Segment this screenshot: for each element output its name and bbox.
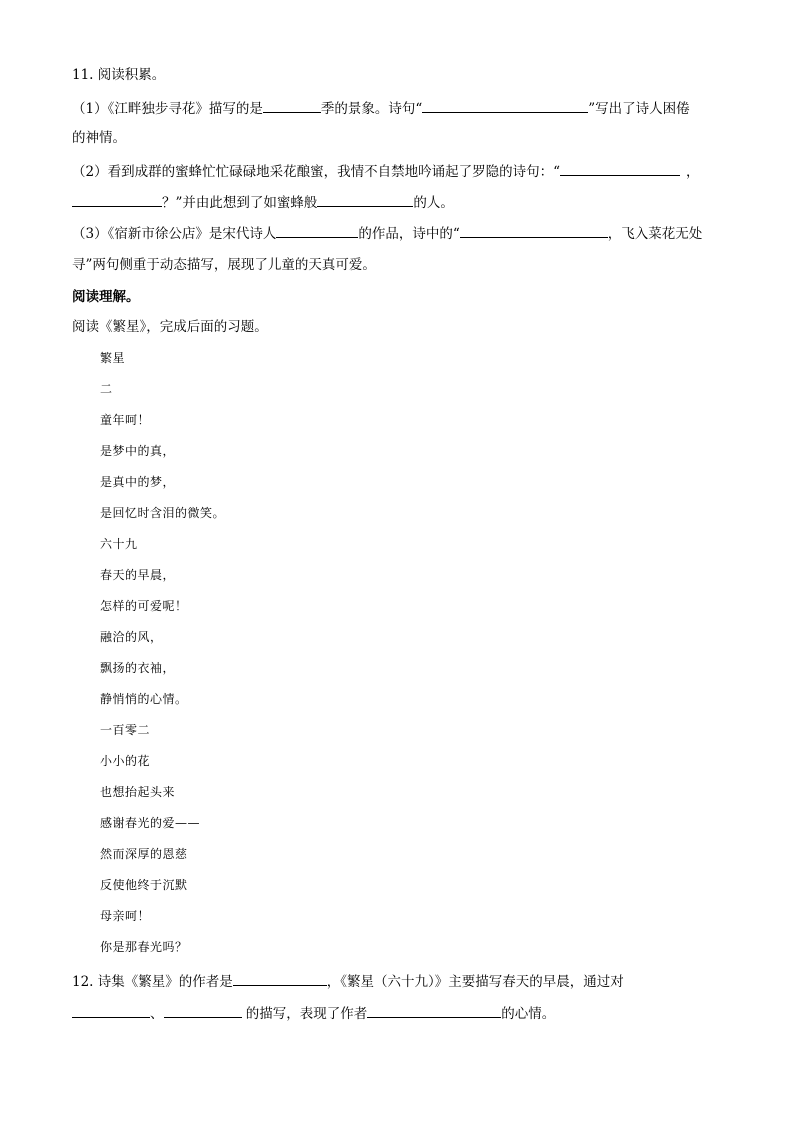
poem-line: 反使他终于沉默 — [100, 878, 188, 892]
answer-blank-bee-like-people[interactable] — [317, 193, 413, 207]
poem-line: 感谢春光的爱—— — [100, 816, 201, 830]
q11-p3-text-c: ，飞入菜花无处 — [607, 226, 703, 242]
q12-line2 — [72, 1004, 555, 1023]
poem-line: 二 — [100, 382, 113, 396]
q11-p1-text-c: ”写出了诗人困倦 — [588, 101, 690, 117]
answer-blank-poem-second[interactable] — [72, 193, 162, 207]
poem-line: 怎样的可爱呢！ — [100, 599, 188, 613]
q12-text-b: ，《繁星（六十九）》主要描写春天的早晨，通过对 — [326, 974, 624, 990]
q11-part2-line1 — [72, 162, 700, 181]
poem-line: 六十九 — [100, 537, 138, 551]
q11-p2-text-d: 的人。 — [413, 195, 454, 211]
q12-text-d: 的描写，表现了作者 — [241, 1006, 368, 1022]
q11-p2-text-b: ， — [686, 164, 700, 180]
q11-p1-text-d: 的神情。 — [72, 130, 126, 146]
q11-part3-line1 — [72, 224, 702, 243]
poem-line: 小小的花 — [100, 754, 151, 768]
poem-line: 你是那春光吗？ — [100, 940, 188, 954]
poem-line: 飘扬的衣袖， — [100, 661, 176, 675]
poem-line: 是真中的梦， — [100, 475, 176, 489]
q11-p2-text-c: ？”并由此想到了如蜜蜂般 — [162, 195, 318, 211]
q12-text-a: 12. 诗集《繁星》的作者是 — [72, 974, 233, 990]
section-intro-text: 阅读《繁星》，完成后面的习题。 — [72, 319, 268, 335]
answer-blank-author[interactable] — [233, 972, 327, 986]
answer-blank-scene-1[interactable] — [72, 1004, 150, 1018]
section-heading — [72, 288, 140, 306]
answer-blank-poet[interactable] — [276, 224, 358, 238]
poem-line: 春天的早晨， — [100, 568, 176, 582]
q11-p1-text-a: （1）《江畔独步寻花》描写的是 — [72, 101, 263, 117]
poem-line: 也想抬起头来 — [100, 785, 176, 799]
q11-part1-line1 — [72, 99, 690, 118]
poem-line: 一百零二 — [100, 723, 151, 737]
q11-p1-text-b: 季的景象。诗句“ — [320, 101, 423, 117]
answer-blank-poem-first[interactable] — [560, 162, 680, 176]
answer-blank-poem-line[interactable] — [422, 99, 588, 113]
section-heading-text: 阅读理解。 — [72, 289, 140, 305]
q11-p3-text-a: （3）《宿新市徐公店》是宋代诗人 — [72, 226, 277, 242]
q11-p2-text-a: （2）看到成群的蜜蜂忙忙碌碌地采花酿蜜，我情不自禁地吟诵起了罗隐的诗句：“ — [72, 164, 560, 180]
q11-p3-text-b: 的作品，诗中的“ — [358, 226, 460, 242]
answer-blank-scene-2[interactable] — [164, 1004, 242, 1018]
q11-part3-line2 — [72, 256, 376, 274]
answer-blank-season[interactable] — [263, 99, 321, 113]
poem-line: 繁星 — [100, 351, 126, 365]
poem-line: 童年呵！ — [100, 413, 151, 427]
poem-line: 静悄悄的心情。 — [100, 692, 188, 706]
q11-title-text: 11. 阅读积累。 — [72, 67, 166, 83]
q12-text-e: 的心情。 — [501, 1006, 556, 1022]
q11-title — [72, 66, 165, 84]
poem-line: 母亲呵！ — [100, 909, 151, 923]
poem-line: 然而深厚的恩慈 — [100, 847, 188, 861]
q12-line1 — [72, 972, 624, 991]
q11-part1-line2 — [72, 129, 126, 147]
q11-part2-line2 — [72, 193, 454, 212]
poem-line: 是梦中的真， — [100, 444, 176, 458]
section-intro — [72, 318, 268, 336]
q12-text-c: 、 — [150, 1006, 164, 1022]
q11-p3-text-d: 寻”两句侧重于动态描写，展现了儿童的天真可爱。 — [72, 257, 376, 273]
poem-line: 是回忆时含泪的微笑。 — [100, 506, 226, 520]
poem-line: 融洽的风， — [100, 630, 163, 644]
answer-blank-verse[interactable] — [460, 224, 608, 238]
answer-blank-feeling[interactable] — [367, 1004, 501, 1018]
